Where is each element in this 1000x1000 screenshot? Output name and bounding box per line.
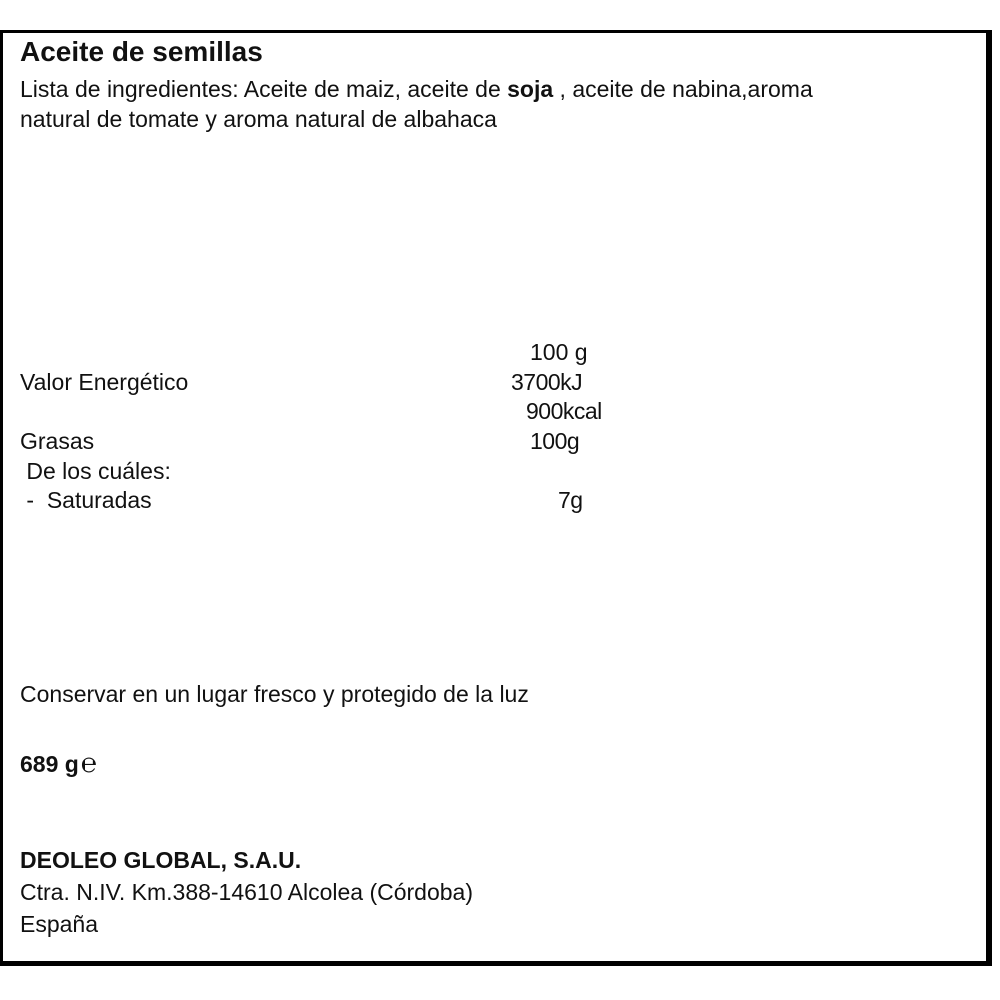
nutrition-label-fat: Grasas [20,428,95,454]
nutrition-value-kcal: 900kcal [526,398,602,424]
nutrition-value-kj: 3700kJ [511,369,583,395]
ingredients-suffix: , aceite de nabina,aroma [553,76,813,102]
nutrition-value-fat: 100g [530,428,580,454]
net-weight [20,750,97,778]
company-name: DEOLEO GLOBAL, S.A.U. [20,847,302,873]
ingredients-line-2: natural de tomate y aroma natural de albahaca [20,106,497,132]
company-country: España [20,911,99,937]
nutrition-label-energy: Valor Energético [20,369,189,395]
ingredients-prefix: Lista de ingredientes: Aceite de maiz, aceite de [20,76,508,102]
net-weight-value: 689 g [20,751,79,777]
company-address: Ctra. N.IV. Km.388-14610 Alcolea (Córdoba) [20,879,474,905]
estimated-sign-icon: ℮ [80,748,98,779]
storage-instructions: Conservar en un lugar fresco y protegido de la luz [20,681,529,707]
product-title: Aceite de semillas [20,36,263,67]
allergen-soja: soja [507,76,554,102]
nutrition-label-saturated: - Saturadas [20,487,152,513]
nutrition-value-saturated: 7g [558,487,583,513]
ingredients-line-1 [20,75,813,103]
nutrition-per-header: 100 g [530,339,588,365]
nutrition-label-of-which: De los cuáles: [20,458,171,484]
